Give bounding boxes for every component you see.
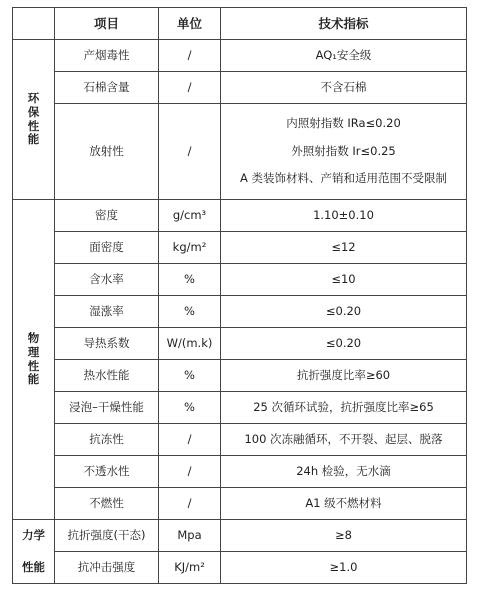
spec-cell: ≥8 — [221, 520, 467, 552]
header-item: 项目 — [55, 8, 159, 40]
item-cell: 热水性能 — [55, 360, 159, 392]
table-row — [13, 104, 467, 200]
spec-line: 内照射指数 IRa≤0.20 — [286, 115, 401, 130]
unit-cell: / — [159, 104, 221, 200]
spec-cell: 25 次循环试验，抗折强度比率≥65 — [221, 392, 467, 424]
category-environmental — [13, 40, 55, 200]
unit-cell: / — [159, 456, 221, 488]
technical-spec-table — [12, 7, 467, 584]
item-cell: 产烟毒性 — [55, 40, 159, 72]
table-row — [13, 40, 467, 72]
table-row — [13, 296, 467, 328]
category-mechanical — [13, 520, 55, 584]
unit-cell: / — [159, 40, 221, 72]
header-category-blank — [13, 8, 55, 40]
category-char: 性 — [27, 118, 40, 133]
category-char: 能 — [27, 372, 40, 387]
table-header-row — [13, 8, 467, 40]
category-char: 保 — [27, 104, 40, 119]
item-cell: 含水率 — [55, 264, 159, 296]
item-cell: 面密度 — [55, 232, 159, 264]
category-line: 力学 — [22, 527, 45, 542]
spec-cell: 1.10±0.10 — [221, 200, 467, 232]
unit-cell: / — [159, 488, 221, 520]
table-row — [13, 264, 467, 296]
category-physical — [13, 200, 55, 520]
spec-cell: A1 级不燃材料 — [221, 488, 467, 520]
item-cell: 抗冻性 — [55, 424, 159, 456]
unit-cell: % — [159, 264, 221, 296]
spec-cell-multiline — [221, 104, 467, 200]
item-cell: 导热系数 — [55, 328, 159, 360]
unit-cell: / — [159, 72, 221, 104]
unit-cell: KJ/m² — [159, 552, 221, 584]
table-row — [13, 328, 467, 360]
item-cell: 抗冲击强度 — [55, 552, 159, 584]
category-char: 环 — [27, 90, 40, 105]
spec-cell: ≤0.20 — [221, 296, 467, 328]
spec-cell: ≤12 — [221, 232, 467, 264]
table-row — [13, 488, 467, 520]
header-unit: 单位 — [159, 8, 221, 40]
spec-cell: 100 次冻融循环，不开裂、起层、脱落 — [221, 424, 467, 456]
header-spec: 技术指标 — [221, 8, 467, 40]
table-row — [13, 360, 467, 392]
table-row — [13, 552, 467, 584]
table-row — [13, 424, 467, 456]
unit-cell: W/(m.k) — [159, 328, 221, 360]
table-row — [13, 392, 467, 424]
unit-cell: kg/m² — [159, 232, 221, 264]
spec-cell: 24h 检验，无水滴 — [221, 456, 467, 488]
unit-cell: % — [159, 360, 221, 392]
table-row — [13, 456, 467, 488]
item-cell: 浸泡–干燥性能 — [55, 392, 159, 424]
item-cell: 不燃性 — [55, 488, 159, 520]
table-row — [13, 232, 467, 264]
unit-cell: % — [159, 296, 221, 328]
spec-cell: 不含石棉 — [221, 72, 467, 104]
spec-cell: ≥1.0 — [221, 552, 467, 584]
category-char: 物 — [27, 330, 40, 345]
spec-cell: 抗折强度比率≥60 — [221, 360, 467, 392]
spec-cell: ≤0.20 — [221, 328, 467, 360]
unit-cell: g/cm³ — [159, 200, 221, 232]
category-char: 性 — [27, 358, 40, 373]
spec-cell: AQ₁安全级 — [221, 40, 467, 72]
unit-cell: / — [159, 424, 221, 456]
category-line: 性能 — [22, 559, 45, 574]
item-cell: 密度 — [55, 200, 159, 232]
item-cell: 放射性 — [55, 104, 159, 200]
table-row — [13, 200, 467, 232]
item-cell: 湿涨率 — [55, 296, 159, 328]
unit-cell: Mpa — [159, 520, 221, 552]
spec-line: A 类装饰材料、产销和适用范围不受限制 — [239, 171, 448, 186]
category-char: 理 — [27, 344, 40, 359]
table-row — [13, 520, 467, 552]
category-char: 能 — [27, 132, 40, 147]
item-cell: 不透水性 — [55, 456, 159, 488]
spec-line: 外照射指数 Ir≤0.25 — [291, 143, 396, 158]
item-cell: 抗折强度(干态) — [55, 520, 159, 552]
unit-cell: % — [159, 392, 221, 424]
item-cell: 石棉含量 — [55, 72, 159, 104]
table-row — [13, 72, 467, 104]
spec-cell: ≤10 — [221, 264, 467, 296]
